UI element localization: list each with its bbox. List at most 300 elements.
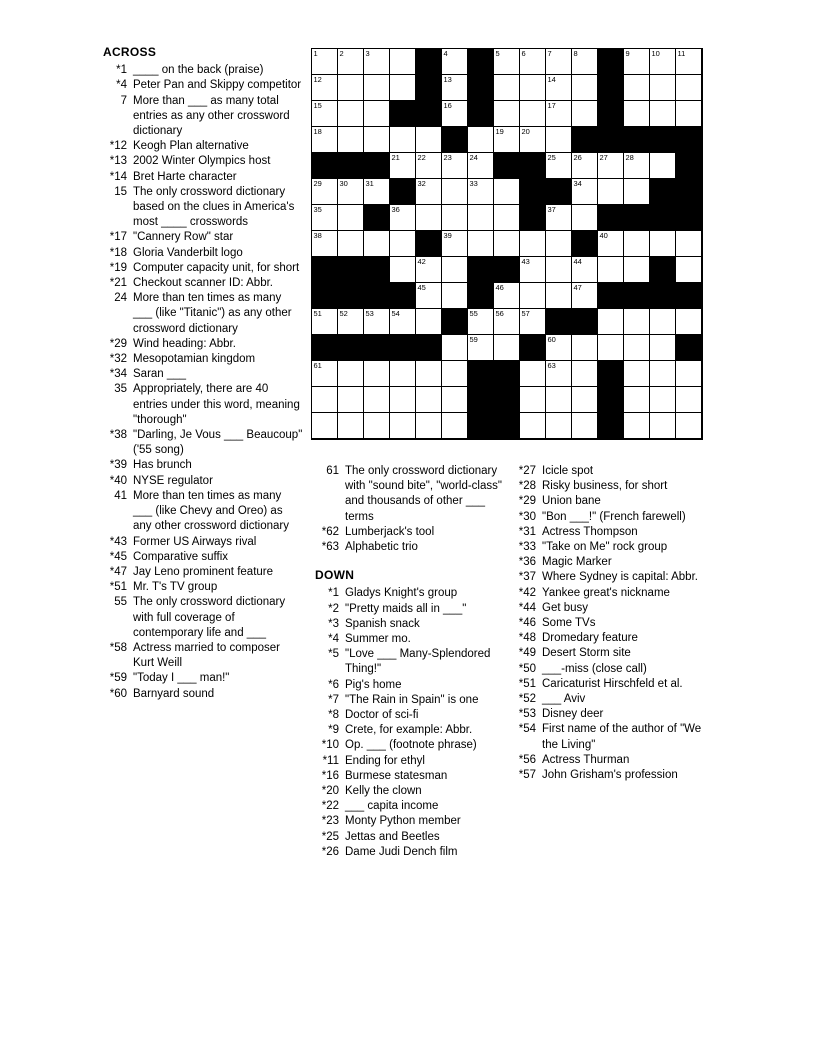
grid-cell[interactable] [416, 127, 442, 153]
grid-cell[interactable] [312, 413, 338, 439]
grid-cell-block [546, 309, 572, 335]
grid-cell[interactable] [520, 283, 546, 309]
grid-cell[interactable] [650, 413, 676, 439]
across-heading: ACROSS [103, 45, 157, 59]
grid-cell[interactable] [572, 335, 598, 361]
across-clue-number: *21 [109, 277, 127, 290]
grid-cell[interactable] [650, 309, 676, 335]
grid-cell[interactable] [494, 127, 520, 153]
grid-cell-number: 16 [443, 101, 452, 110]
across-clue-text: Appropriately, there are 40 entries under this word, meaning "thorough" [133, 383, 300, 426]
grid-cell-block [468, 283, 494, 309]
grid-cell[interactable] [416, 283, 442, 309]
grid-cell[interactable] [520, 257, 546, 283]
down-clue-item [315, 754, 515, 769]
grid-cell[interactable] [364, 179, 390, 205]
grid-cell[interactable] [416, 179, 442, 205]
grid-cell[interactable] [572, 75, 598, 101]
down-clue-text: ___-miss (close call) [542, 662, 647, 675]
across-clue-item [103, 458, 303, 473]
down-clue-number: *36 [518, 556, 536, 569]
grid-cell[interactable] [650, 335, 676, 361]
grid-cell[interactable] [442, 153, 468, 179]
grid-cell[interactable] [390, 231, 416, 257]
grid-cell[interactable] [572, 387, 598, 413]
grid-cell[interactable] [572, 413, 598, 439]
across-clue-number: *14 [109, 170, 127, 183]
grid-cell[interactable] [364, 127, 390, 153]
across-clue-text: ____ on the back (praise) [133, 64, 264, 77]
grid-cell-number: 12 [313, 75, 322, 84]
across-clue-number: 55 [114, 596, 127, 609]
grid-cell[interactable] [312, 361, 338, 387]
down-clue-item [512, 692, 717, 707]
grid-cell[interactable] [650, 49, 676, 75]
grid-cell-number: 55 [469, 309, 478, 318]
across-clue-number: 41 [114, 489, 127, 502]
grid-cell[interactable] [442, 361, 468, 387]
grid-cell[interactable] [546, 257, 572, 283]
grid-cell[interactable] [676, 257, 702, 283]
grid-cell[interactable] [416, 205, 442, 231]
across-clue-text: More than ___ as many total entries as any other crossword dictionary [133, 94, 290, 138]
down-clue-list-continued [512, 464, 717, 783]
grid-cell-number: 21 [391, 153, 400, 162]
down-clue-number: *44 [518, 601, 536, 614]
grid-cell[interactable] [468, 205, 494, 231]
grid-cell[interactable] [598, 309, 624, 335]
grid-cell-number: 42 [417, 257, 426, 266]
grid-cell-block [572, 127, 598, 153]
down-clue-number: *33 [518, 541, 536, 554]
across-clue-item [103, 94, 303, 140]
across-clue-number: 61 [326, 465, 339, 477]
grid-cell[interactable] [546, 101, 572, 127]
down-clue-text: "Take on Me" rock group [542, 541, 668, 554]
grid-cell-number: 18 [313, 127, 322, 136]
grid-cell[interactable] [546, 335, 572, 361]
grid-cell[interactable] [442, 257, 468, 283]
down-clue-number: *31 [518, 525, 536, 538]
grid-cell[interactable] [624, 309, 650, 335]
across-clue-text: The only crossword dictionary with "sound bite", "world-class" and thousands of other ___ terms [345, 465, 502, 523]
grid-cell[interactable] [572, 205, 598, 231]
grid-cell[interactable] [442, 179, 468, 205]
grid-cell[interactable] [364, 231, 390, 257]
grid-cell[interactable] [338, 49, 364, 75]
grid-cell-block [598, 127, 624, 153]
grid-cell[interactable] [468, 179, 494, 205]
grid-cell-number: 23 [443, 153, 452, 162]
grid-cell[interactable] [312, 179, 338, 205]
grid-cell[interactable] [520, 127, 546, 153]
grid-cell-block [520, 153, 546, 179]
grid-cell[interactable] [338, 75, 364, 101]
down-clue-item [512, 525, 717, 540]
down-clue-number: *11 [322, 754, 339, 767]
grid-cell[interactable] [338, 361, 364, 387]
grid-cell-block [364, 257, 390, 283]
down-clue-item [315, 708, 515, 723]
down-clue-text: "Bon ___!" (French farewell) [542, 510, 686, 523]
grid-cell[interactable] [624, 49, 650, 75]
down-clue-text: Op. ___ (footnote phrase) [345, 739, 477, 752]
grid-cell[interactable] [546, 153, 572, 179]
across-clue-text: More than ten times as many ___ (like Chevy and Oreo) as any other crossword dictionary [133, 489, 289, 533]
grid-cell[interactable] [494, 75, 520, 101]
grid-cell[interactable] [364, 413, 390, 439]
grid-cell[interactable] [624, 179, 650, 205]
down-clue-text: Spanish snack [345, 617, 420, 630]
grid-cell[interactable] [364, 75, 390, 101]
grid-cell[interactable] [572, 283, 598, 309]
grid-cell[interactable] [676, 49, 702, 75]
grid-cell-number: 60 [547, 335, 556, 344]
grid-cell-block [572, 309, 598, 335]
across-clue-number: *4 [116, 79, 127, 92]
grid-cell[interactable] [624, 335, 650, 361]
down-clue-list [315, 586, 515, 860]
down-clue-text: "Pretty maids all in ___" [345, 602, 467, 615]
grid-cell-block [338, 283, 364, 309]
grid-cell[interactable] [520, 231, 546, 257]
grid-cell[interactable] [312, 309, 338, 335]
grid-cell[interactable] [546, 361, 572, 387]
grid-cell[interactable] [416, 361, 442, 387]
grid-cell[interactable] [416, 257, 442, 283]
across-clue-number: *40 [109, 474, 127, 487]
grid-cell[interactable] [598, 179, 624, 205]
grid-cell[interactable] [390, 387, 416, 413]
grid-cell[interactable] [468, 231, 494, 257]
grid-cell[interactable] [676, 387, 702, 413]
across-clue-text: "Darling, Je Vous ___ Beaucoup" ('55 song) [133, 429, 303, 457]
across-clue-text: Former US Airways rival [133, 535, 257, 548]
down-clue-text: Risky business, for short [542, 480, 668, 493]
grid-cell-number: 40 [599, 231, 608, 240]
across-clue-item [103, 246, 303, 261]
down-clue-item [512, 631, 717, 646]
across-clue-number: *38 [109, 429, 127, 442]
grid-cell-number: 28 [625, 153, 634, 162]
grid-cell[interactable] [468, 309, 494, 335]
grid-cell[interactable] [442, 101, 468, 127]
across-clue-item [103, 170, 303, 185]
grid-cell[interactable] [442, 335, 468, 361]
grid-cell[interactable] [416, 387, 442, 413]
down-heading: DOWN [315, 568, 355, 583]
grid-cell-number: 15 [313, 101, 322, 110]
grid-cell-number: 35 [313, 205, 322, 214]
grid-cell[interactable] [390, 75, 416, 101]
down-clue-number: *27 [518, 465, 536, 477]
grid-cell[interactable] [338, 205, 364, 231]
grid-cell[interactable] [546, 49, 572, 75]
grid-cell-block [390, 101, 416, 127]
grid-cell[interactable] [442, 205, 468, 231]
grid-cell[interactable] [442, 231, 468, 257]
grid-cell[interactable] [598, 335, 624, 361]
grid-cell-block [312, 153, 338, 179]
down-clue-number: *50 [518, 662, 536, 675]
grid-cell-number: 27 [599, 153, 608, 162]
grid-cell[interactable] [494, 309, 520, 335]
down-clue-item [512, 601, 717, 616]
grid-cell-block [598, 49, 624, 75]
grid-cell[interactable] [338, 413, 364, 439]
grid-cell[interactable] [546, 231, 572, 257]
down-clue-number: *8 [328, 709, 339, 722]
grid-cell[interactable] [624, 101, 650, 127]
across-clue-text: Jay Leno prominent feature [133, 565, 274, 578]
crossword-grid[interactable] [311, 48, 703, 440]
across-clue-number: *29 [109, 337, 127, 350]
grid-cell[interactable] [364, 101, 390, 127]
grid-cell[interactable] [390, 153, 416, 179]
grid-cell-block [676, 153, 702, 179]
across-clue-text: Comparative suffix [133, 550, 229, 563]
grid-cell[interactable] [650, 387, 676, 413]
grid-cell-block [390, 283, 416, 309]
across-clue-number: 15 [114, 185, 127, 198]
grid-cell[interactable] [442, 75, 468, 101]
grid-cell[interactable] [442, 387, 468, 413]
grid-cell[interactable] [442, 283, 468, 309]
across-clue-list [103, 63, 303, 702]
grid-cell-block [468, 49, 494, 75]
grid-cell[interactable] [650, 153, 676, 179]
grid-cell[interactable] [468, 153, 494, 179]
across-clue-item [103, 139, 303, 154]
grid-cell[interactable] [676, 413, 702, 439]
grid-cell[interactable] [442, 413, 468, 439]
grid-cell[interactable] [676, 231, 702, 257]
grid-cell[interactable] [650, 231, 676, 257]
grid-cell[interactable] [416, 153, 442, 179]
grid-cell[interactable] [312, 127, 338, 153]
down-clue-item [315, 769, 515, 784]
grid-cell[interactable] [364, 361, 390, 387]
grid-cell-number: 11 [677, 49, 686, 58]
across-clue-text: NYSE regulator [133, 474, 213, 487]
grid-cell[interactable] [494, 335, 520, 361]
grid-cell[interactable] [676, 361, 702, 387]
grid-cell[interactable] [390, 309, 416, 335]
grid-cell[interactable] [338, 179, 364, 205]
grid-cell[interactable] [338, 309, 364, 335]
grid-cell[interactable] [468, 335, 494, 361]
grid-cell[interactable] [572, 361, 598, 387]
grid-cell-block [676, 335, 702, 361]
grid-cell-number: 51 [313, 309, 322, 318]
grid-cell[interactable] [364, 309, 390, 335]
grid-cell[interactable] [572, 49, 598, 75]
grid-cell-block [338, 335, 364, 361]
grid-cell[interactable] [546, 75, 572, 101]
grid-cell-block [494, 387, 520, 413]
grid-cell[interactable] [546, 205, 572, 231]
grid-cell[interactable] [390, 127, 416, 153]
grid-cell[interactable] [312, 49, 338, 75]
grid-cell[interactable] [520, 413, 546, 439]
across-clue-item [103, 595, 303, 641]
down-clue-text: Pig's home [345, 678, 402, 691]
grid-cell[interactable] [416, 413, 442, 439]
grid-cell[interactable] [494, 101, 520, 127]
grid-cell[interactable] [312, 387, 338, 413]
down-clue-item [315, 647, 515, 677]
grid-cell-number: 5 [495, 49, 500, 58]
down-clue-item [512, 494, 717, 509]
grid-cell[interactable] [572, 153, 598, 179]
grid-cell-number: 32 [417, 179, 426, 188]
across-clue-item [103, 230, 303, 245]
grid-cell[interactable] [546, 127, 572, 153]
grid-cell[interactable] [520, 75, 546, 101]
across-clue-text: Checkout scanner ID: Abbr. [133, 277, 273, 290]
down-clue-item [512, 677, 717, 692]
down-clue-number: *6 [328, 678, 339, 691]
grid-cell[interactable] [598, 231, 624, 257]
grid-cell[interactable] [364, 49, 390, 75]
down-clue-text: ___ Aviv [542, 693, 586, 706]
grid-cell[interactable] [676, 101, 702, 127]
grid-cell[interactable] [650, 101, 676, 127]
grid-cell[interactable] [494, 179, 520, 205]
grid-cell-number: 30 [339, 179, 348, 188]
across-clue-text: Wind heading: Abbr. [133, 337, 236, 350]
grid-cell-block [676, 205, 702, 231]
grid-cell[interactable] [598, 153, 624, 179]
across-clue-number: 35 [114, 383, 127, 396]
grid-cell[interactable] [390, 257, 416, 283]
across-clue-item [103, 550, 303, 565]
across-clue-number: *32 [109, 353, 127, 366]
grid-cell-block [390, 179, 416, 205]
grid-cell[interactable] [390, 413, 416, 439]
down-clue-text: Icicle spot [542, 465, 594, 477]
grid-cell-block [598, 413, 624, 439]
grid-cell-number: 61 [313, 361, 322, 370]
grid-cell-number: 22 [417, 153, 426, 162]
grid-cell[interactable] [312, 101, 338, 127]
grid-cell[interactable] [390, 205, 416, 231]
down-clue-text: John Grisham's profession [542, 769, 678, 782]
grid-cell[interactable] [494, 205, 520, 231]
grid-cell[interactable] [364, 387, 390, 413]
grid-cell-number: 8 [573, 49, 578, 58]
grid-cell[interactable] [312, 231, 338, 257]
grid-cell[interactable] [468, 127, 494, 153]
down-clue-item [512, 768, 717, 783]
across-clue-number: 24 [114, 292, 127, 305]
down-clue-item [315, 723, 515, 738]
across-clue-item [103, 382, 303, 428]
grid-cell-number: 24 [469, 153, 478, 162]
across-clue-number: *45 [109, 550, 127, 563]
down-clue-item [512, 662, 717, 677]
grid-cell[interactable] [624, 361, 650, 387]
grid-cell[interactable] [416, 309, 442, 335]
grid-cell-number: 45 [417, 283, 426, 292]
down-clue-text: Magic Marker [542, 556, 612, 569]
grid-cell[interactable] [598, 257, 624, 283]
grid-cell[interactable] [338, 127, 364, 153]
across-clue-item [103, 352, 303, 367]
grid-cell[interactable] [650, 361, 676, 387]
grid-cell-number: 39 [443, 231, 452, 240]
down-clue-item [512, 586, 717, 601]
down-clue-item [512, 540, 717, 555]
grid-cell[interactable] [624, 413, 650, 439]
grid-cell[interactable] [312, 205, 338, 231]
grid-cell[interactable] [624, 75, 650, 101]
down-clue-item [315, 586, 515, 601]
grid-cell[interactable] [676, 309, 702, 335]
across-clue-item [103, 337, 303, 352]
grid-cell[interactable] [546, 387, 572, 413]
grid-cell[interactable] [390, 49, 416, 75]
grid-cell[interactable] [520, 49, 546, 75]
grid-cell[interactable] [312, 75, 338, 101]
grid-cell-block [338, 153, 364, 179]
grid-cell[interactable] [338, 387, 364, 413]
grid-cell[interactable] [624, 257, 650, 283]
grid-cell-block [676, 283, 702, 309]
down-clue-number: *52 [518, 693, 536, 706]
down-clue-text: Desert Storm site [542, 647, 631, 660]
grid-cell-number: 36 [391, 205, 400, 214]
grid-cell[interactable] [494, 231, 520, 257]
grid-cell[interactable] [624, 231, 650, 257]
across-clue-item [103, 641, 303, 671]
across-clue-number: 7 [120, 94, 127, 107]
grid-cell[interactable] [546, 413, 572, 439]
across-clue-text: "Cannery Row" star [133, 231, 234, 244]
across-clue-text: Computer capacity unit, for short [133, 261, 300, 274]
grid-cell[interactable] [520, 101, 546, 127]
across-clue-number: *17 [109, 231, 127, 244]
across-clue-text: 2002 Winter Olympics host [133, 155, 271, 168]
grid-cell[interactable] [624, 153, 650, 179]
grid-cell[interactable] [520, 309, 546, 335]
grid-cell[interactable] [338, 101, 364, 127]
grid-cell[interactable] [650, 75, 676, 101]
grid-cell[interactable] [520, 387, 546, 413]
grid-cell[interactable] [494, 49, 520, 75]
grid-cell[interactable] [494, 283, 520, 309]
grid-cell[interactable] [624, 387, 650, 413]
down-clue-number: *16 [321, 769, 339, 782]
across-clue-text: Keogh Plan alternative [133, 140, 249, 153]
grid-cell[interactable] [390, 361, 416, 387]
grid-cell[interactable] [546, 283, 572, 309]
grid-cell[interactable] [572, 257, 598, 283]
grid-cell[interactable] [442, 49, 468, 75]
grid-cell[interactable] [338, 231, 364, 257]
grid-cell-number: 63 [547, 361, 556, 370]
grid-cell[interactable] [676, 75, 702, 101]
down-clue-number: *37 [518, 571, 536, 584]
down-clue-text: First name of the author of "We the Living" [542, 723, 702, 751]
grid-cell[interactable] [572, 101, 598, 127]
grid-cell[interactable] [572, 179, 598, 205]
across-clue-item [103, 63, 303, 78]
down-clue-item [512, 510, 717, 525]
grid-cell-block [468, 413, 494, 439]
grid-cell[interactable] [520, 361, 546, 387]
down-clue-item [512, 464, 717, 479]
